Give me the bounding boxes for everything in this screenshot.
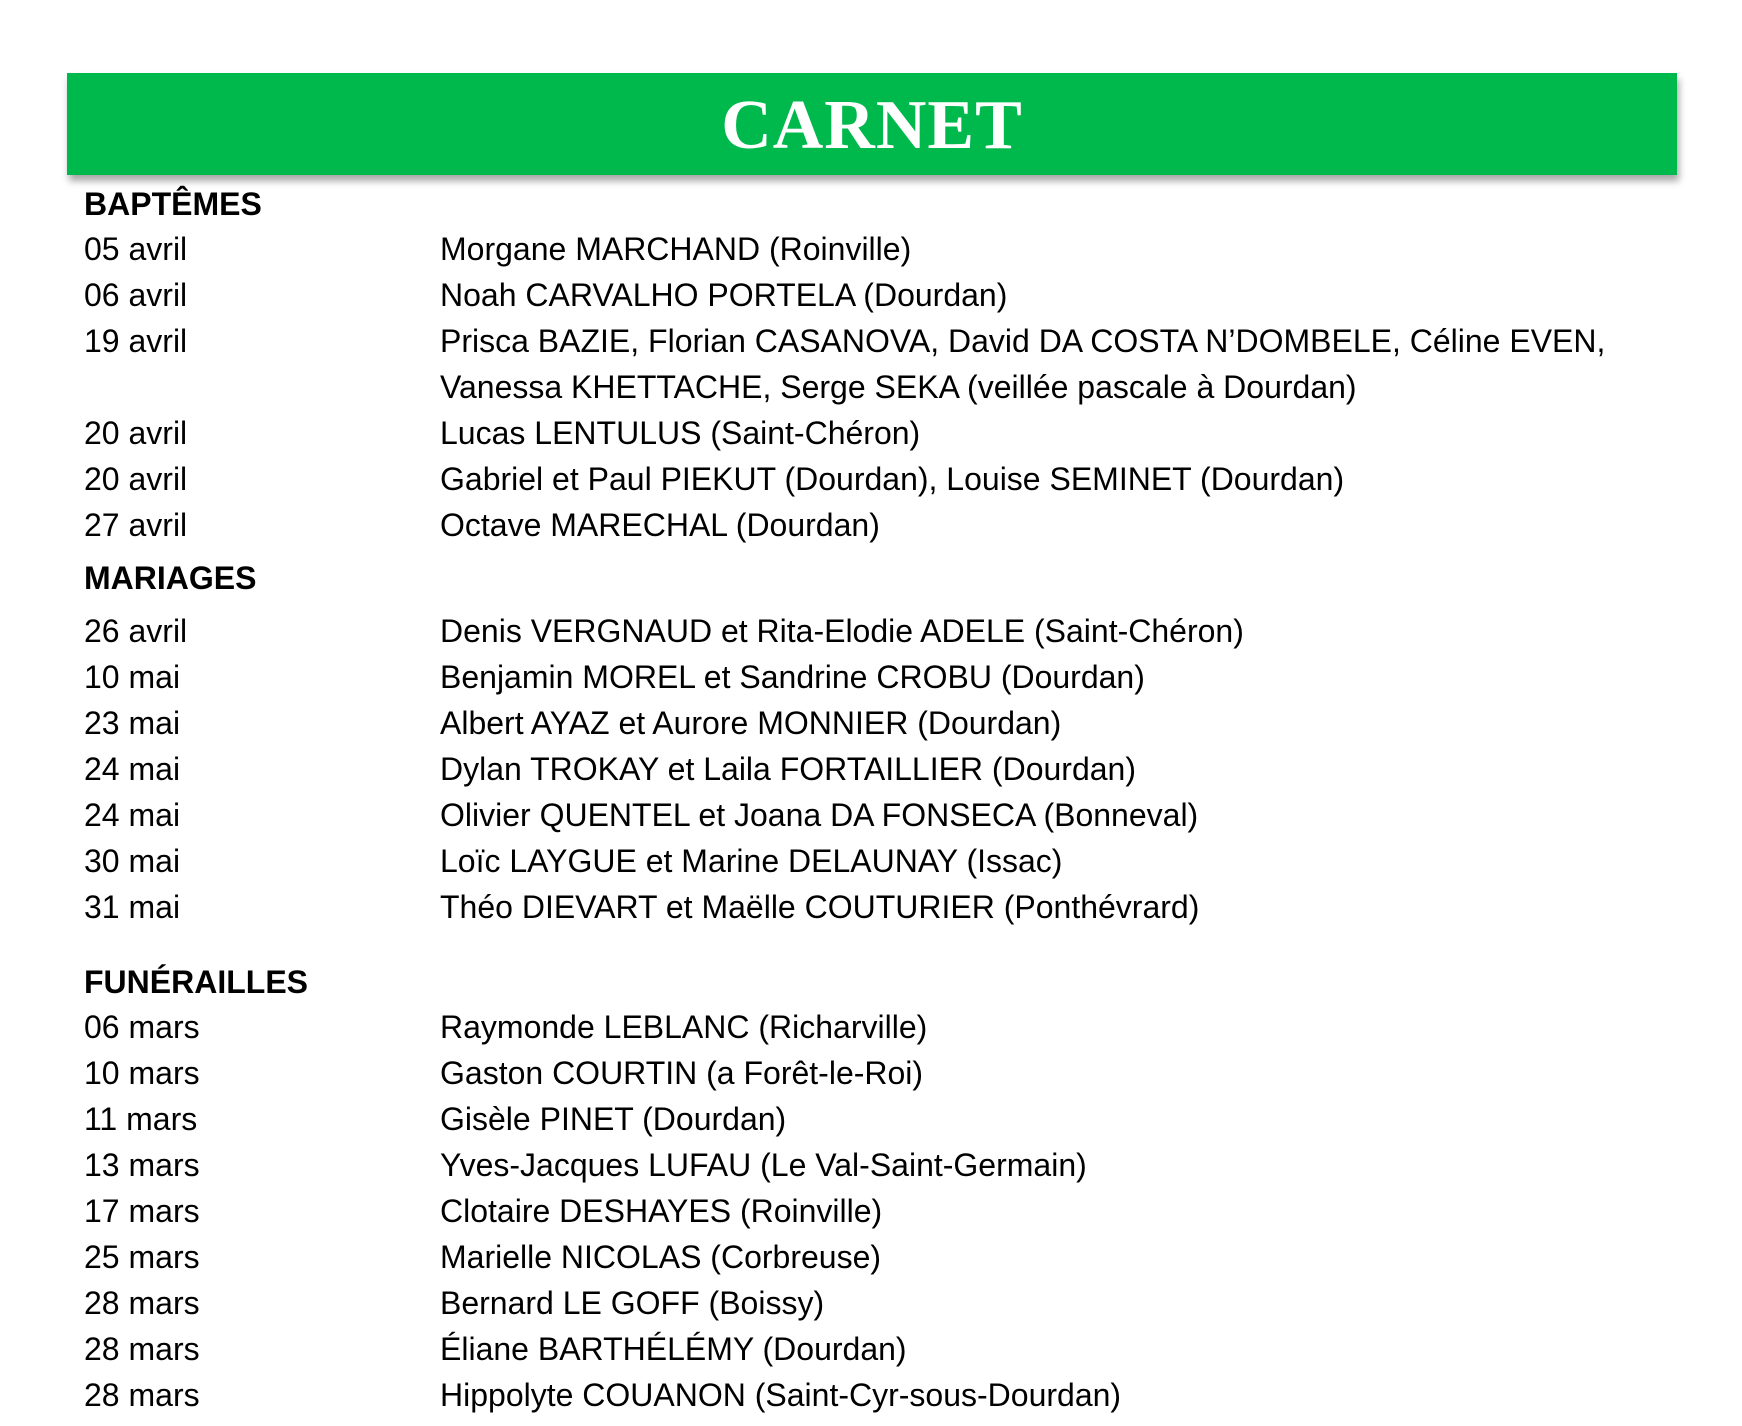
entry-text: Gisèle PINET (Dourdan) bbox=[440, 1101, 787, 1137]
entry-row bbox=[84, 1142, 1684, 1188]
entry-text: Bernard LE GOFF (Boissy) bbox=[440, 1285, 825, 1321]
section-title-funerailles: FUNÉRAILLES bbox=[84, 964, 308, 1000]
entry-row bbox=[84, 1234, 1684, 1280]
entry-date: 19 avril bbox=[84, 323, 188, 359]
entry-text: Clotaire DESHAYES (Roinville) bbox=[440, 1193, 883, 1229]
entry-date: 10 mars bbox=[84, 1055, 200, 1091]
entry-text: Raymonde LEBLANC (Richarville) bbox=[440, 1009, 928, 1045]
entry-row bbox=[84, 1188, 1684, 1234]
entry-date: 20 avril bbox=[84, 461, 188, 497]
section-title-mariages: MARIAGES bbox=[84, 560, 257, 596]
entry-text: Éliane BARTHÉLÉMY (Dourdan) bbox=[440, 1331, 907, 1367]
entry-text: Denis VERGNAUD et Rita-Elodie ADELE (Saint-Chéron) bbox=[440, 613, 1244, 649]
entry-date: 23 mai bbox=[84, 705, 181, 741]
entry-row bbox=[84, 456, 1684, 502]
entry-date: 06 mars bbox=[84, 1009, 200, 1045]
entry-text: Hippolyte COUANON (Saint-Cyr-sous-Dourdan) bbox=[440, 1377, 1122, 1413]
entry-text: Théo DIEVART et Maëlle COUTURIER (Ponthévrard) bbox=[440, 889, 1200, 925]
entry-row bbox=[84, 700, 1684, 746]
entry-text: Morgane MARCHAND (Roinville) bbox=[440, 231, 912, 267]
entry-text: Albert AYAZ et Aurore MONNIER (Dourdan) bbox=[440, 705, 1062, 741]
page-title: CARNET bbox=[721, 87, 1023, 164]
entry-date: 27 avril bbox=[84, 507, 188, 543]
entry-text: Olivier QUENTEL et Joana DA FONSECA (Bonneval) bbox=[440, 797, 1199, 833]
entry-row bbox=[84, 318, 1684, 410]
entry-date: 13 mars bbox=[84, 1147, 200, 1183]
entry-row bbox=[84, 1096, 1684, 1142]
entry-date: 05 avril bbox=[84, 231, 188, 267]
entry-text: Noah CARVALHO PORTELA (Dourdan) bbox=[440, 277, 1008, 313]
entry-date: 20 avril bbox=[84, 415, 188, 451]
entry-row bbox=[84, 838, 1684, 884]
entries-baptemes bbox=[84, 226, 1684, 548]
entry-row bbox=[84, 884, 1684, 930]
entry-row bbox=[84, 654, 1684, 700]
entry-row bbox=[84, 272, 1684, 318]
entry-row bbox=[84, 226, 1684, 272]
entry-date: 24 mai bbox=[84, 797, 181, 833]
entry-row bbox=[84, 608, 1684, 654]
entry-row bbox=[84, 410, 1684, 456]
spacer bbox=[84, 548, 1684, 556]
entry-row bbox=[84, 1050, 1684, 1096]
entry-date: 25 mars bbox=[84, 1239, 200, 1275]
title-banner bbox=[67, 73, 1677, 175]
entry-text: Octave MARECHAL (Dourdan) bbox=[440, 507, 880, 543]
section-baptemes bbox=[84, 182, 1684, 548]
entry-text: Gaston COURTIN (a Forêt-le-Roi) bbox=[440, 1055, 924, 1091]
entries-mariages bbox=[84, 608, 1684, 930]
entry-date: 28 mars bbox=[84, 1285, 200, 1321]
entry-date: 28 mars bbox=[84, 1331, 200, 1367]
entry-text: Benjamin MOREL et Sandrine CROBU (Dourdan) bbox=[440, 659, 1145, 695]
entry-row bbox=[84, 1372, 1684, 1418]
entries-funerailles bbox=[84, 1004, 1684, 1418]
entry-date: 11 mars bbox=[84, 1101, 198, 1137]
entry-text: Marielle NICOLAS (Corbreuse) bbox=[440, 1239, 882, 1275]
entry-date: 17 mars bbox=[84, 1193, 200, 1229]
entry-date: 31 mai bbox=[84, 889, 181, 925]
section-funerailles bbox=[84, 960, 1684, 1418]
entry-date: 30 mai bbox=[84, 843, 181, 879]
entry-text: Lucas LENTULUS (Saint-Chéron) bbox=[440, 415, 921, 451]
entry-text: Prisca BAZIE, Florian CASANOVA, David DA COSTA N’DOMBELE, Céline EVEN, Vanessa KHETTACHE, Serge SEKA (veillée pascale à Dourdan) bbox=[440, 323, 1606, 405]
section-title-baptemes: BAPTÊMES bbox=[84, 186, 262, 222]
entry-row bbox=[84, 1280, 1684, 1326]
section-mariages bbox=[84, 556, 1684, 930]
spacer bbox=[84, 930, 1684, 960]
carnet-content bbox=[84, 182, 1684, 1418]
entry-row bbox=[84, 1004, 1684, 1050]
spacer bbox=[84, 600, 1684, 608]
entry-row bbox=[84, 1326, 1684, 1372]
entry-text: Yves-Jacques LUFAU (Le Val-Saint-Germain) bbox=[440, 1147, 1087, 1183]
entry-text: Dylan TROKAY et Laila FORTAILLIER (Dourdan) bbox=[440, 751, 1136, 787]
entry-row bbox=[84, 502, 1684, 548]
entry-text: Gabriel et Paul PIEKUT (Dourdan), Louise SEMINET (Dourdan) bbox=[440, 461, 1345, 497]
entry-row bbox=[84, 792, 1684, 838]
entry-date: 28 mars bbox=[84, 1377, 200, 1413]
entry-date: 06 avril bbox=[84, 277, 188, 313]
entry-text: Loïc LAYGUE et Marine DELAUNAY (Issac) bbox=[440, 843, 1063, 879]
entry-date: 26 avril bbox=[84, 613, 188, 649]
entry-row bbox=[84, 746, 1684, 792]
entry-date: 10 mai bbox=[84, 659, 181, 695]
entry-date: 24 mai bbox=[84, 751, 181, 787]
